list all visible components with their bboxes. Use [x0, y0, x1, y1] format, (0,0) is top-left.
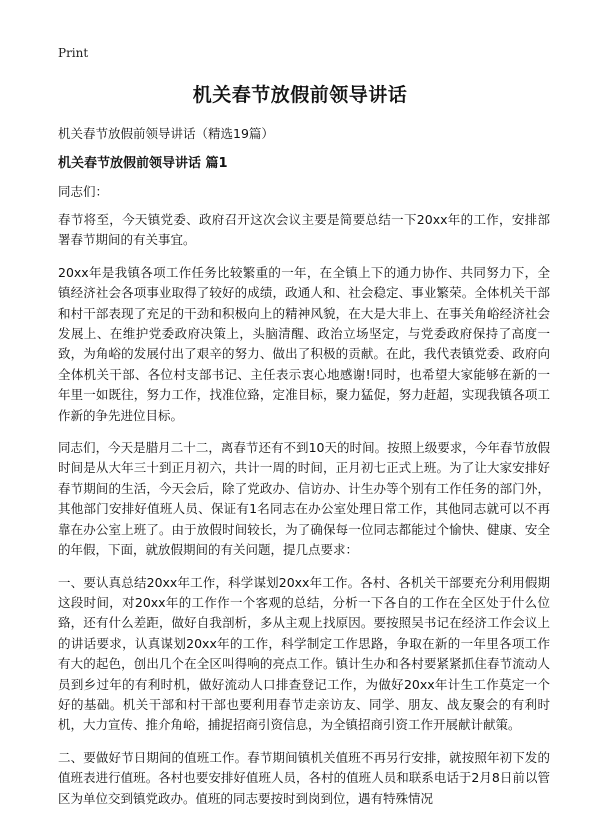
paragraph-summary: 20xx年是我镇各项工作任务比较繁重的一年，在全镇上下的通力协作、共同努力下，全镇经济社会各项事业取得了较好的成绩，政通人和、社会稳定、事业繁荣。全体机关干部和村干部表现了充足的干劲和积极向上的精神风貌，在大是大非上、在事关角峪经济社会发展上、在维护党委政府决策上，头脑清醒、政治立场坚定，与党委政府保持了高度一致，为角峪的发展付出了艰辛的努力、做出了积极的贡献。在此，我代表镇党委、政府向全体机关干部、各位村支部书记、主任表示衷心地感谢!同时，也希望大家能够在新的一年里一如既往，努力工作，找准位臵，定准目标，聚力猛促，努力赶超，实现我镇各项工作新的争先进位目标。: [58, 264, 550, 423]
print-link[interactable]: Print: [58, 46, 89, 60]
document-body: [58, 210, 550, 821]
document-subtitle: 机关春节放假前领导讲话（精选19篇）: [58, 126, 274, 141]
greeting: 同志们：: [58, 184, 109, 199]
document-title: 机关春节放假前领导讲话: [192, 84, 408, 106]
paragraph-holiday-schedule: 同志们，今天是腊月二十二，离春节还有不到10天的时间。按照上级要求，今年春节放假时间是从大年三十到正月初六，共计一周的时间，正月初七正式上班。为了让大家安排好春节期间的生活，今天会后，除了党政办、信访办、计生办等个别有工作任务的部门外，其他部门安排好值班人员、保证有1名同志在办公室处理日常工作，其他同志就可以不再靠在办公室上班了。由于放假时间较长，为了确保每一位同志都能过个愉快、健康、安全的年假，下面，就放假期间的有关问题，提几点要求：: [58, 440, 550, 558]
paragraph-requirement-1: 一、要认真总结20xx年工作，科学谋划20xx年工作。各村、各机关干部要充分利用假期这段时间，对20xx年的工作作一个客观的总结，分析一下各自的工作在全区处于什么位臵，还有什么差距，做好自我剖析，多从主观上找原因。要按照吴书记在经济工作会议上的讲话要求，认真谋划20xx年的工作，科学制定工作思路，争取在新的一年里各项工作有大的起色，创出几个在全区叫得响的亮点工作。镇计生办和各村要紧紧抓住春节流动人员到乡过年的有利时机，做好流动人口排查登记工作，为做好20xx年计生工作莫定一个好的基础。机关干部和村干部也要利用春节走亲访友、同学、朋友、战友聚会的有利时机，大力宣传、推介角峪，捕捉招商引资信息，为全镇招商引资工作开展献计献策。: [58, 574, 550, 733]
paragraph-intro: 春节将至，今天镇党委、政府召开这次会议主要是简要总结一下20xx年的工作，安排部署春节期间的有关事宜。: [58, 212, 550, 248]
section-heading: 机关春节放假前领导讲话 篇1: [58, 156, 228, 171]
paragraph-requirement-2: 二、要做好节日期间的值班工作。春节期间镇机关值班不再另行安排，就按照年初下发的值班表进行值班。各村也要安排好值班人员，各村的值班人员和联系电话于2月8日前以管区为单位交到镇党政办。值班的同志要按时到岗到位，遇有特殊情况: [58, 749, 550, 806]
